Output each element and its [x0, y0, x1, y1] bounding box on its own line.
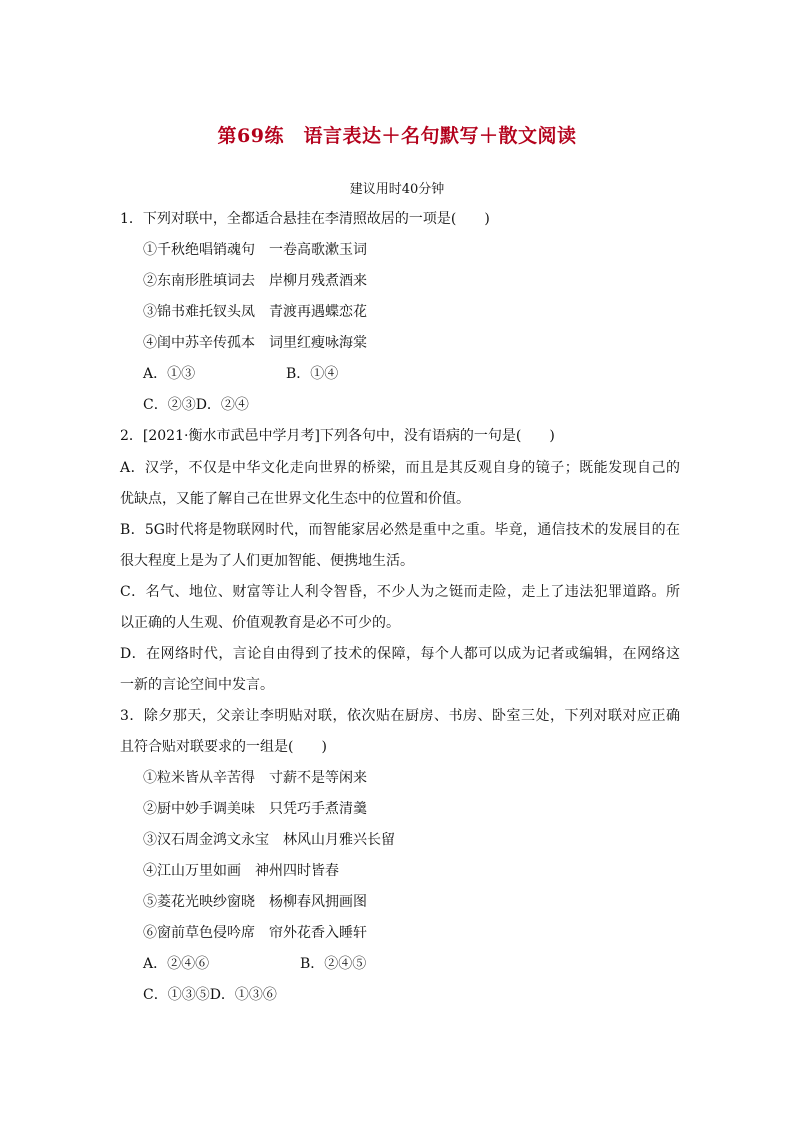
q2-stem: 2．[2021·衡水市武邑中学月考]下列各句中，没有语病的一句是( ): [120, 428, 555, 444]
q2-option-b-line2: 很大程度上是为了人们更加智能、便携地生活。: [120, 553, 414, 569]
q1-option-b: B．①④: [286, 366, 339, 382]
q2-option-a-line1: A．汉学，不仅是中华文化走向世界的桥梁，而且是其反观自身的镜子；既能发现自己的: [120, 460, 680, 476]
q1-item-4: ④闺中苏辛传孤本 词里红瘦咏海棠: [143, 335, 367, 351]
q3-item-2: ②厨中妙手调美味 只凭巧手煮清羹: [143, 801, 367, 817]
q1-option-cd: C．②③D．②④: [143, 397, 249, 413]
suggested-time: 建议用时40分钟: [349, 182, 445, 197]
q3-stem-line2: 且符合贴对联要求的一组是( ): [120, 739, 327, 755]
q3-item-6: ⑥窗前草色侵吟席 帘外花香入睡轩: [143, 925, 367, 941]
page-title: 第69练 语言表达＋名句默写＋散文阅读: [217, 125, 577, 147]
q1-item-1: ①千秋绝唱销魂句 一卷高歌漱玉词: [143, 242, 367, 258]
q2-option-a-line2: 优缺点，又能了解自己在世界文化生态中的位置和价值。: [120, 491, 470, 507]
q1-item-2: ②东南形胜填词去 岸柳月残煮酒来: [143, 273, 367, 289]
q2-option-b-line1: B．5G时代将是物联网时代，而智能家居必然是重中之重。毕竟，通信技术的发展目的在: [120, 522, 680, 538]
q1-stem: 1．下列对联中，全都适合悬挂在李清照故居的一项是( ): [120, 211, 490, 227]
q3-item-5: ⑤菱花光映纱窗晓 杨柳春风拥画图: [143, 894, 367, 910]
q2-option-c-line1: C．名气、地位、财富等让人利令智昏，不少人为之铤而走险，走上了违法犯罪道路。所: [120, 584, 680, 600]
q1-item-3: ③锦书难托钗头凤 青渡再遇蝶恋花: [143, 304, 367, 320]
q3-item-4: ④江山万里如画 神州四时皆春: [143, 863, 339, 879]
q2-option-d-line1: D．在网络时代，言论自由得到了技术的保障，每个人都可以成为记者或编辑，在网络这: [120, 646, 680, 662]
q3-item-1: ①粒米皆从辛苦得 寸薪不是等闲来: [143, 770, 367, 786]
q1-option-a: A．①③: [143, 366, 196, 382]
q3-stem-line1: 3．除夕那天，父亲让李明贴对联，依次贴在厨房、书房、卧室三处，下列对联对应正确: [120, 708, 680, 724]
q3-option-b: B．②④⑤: [300, 956, 367, 972]
q2-option-c-line2: 以正确的人生观、价值观教育是必不可少的。: [120, 615, 400, 631]
q3-item-3: ③汉石周金鸿文永宝 林风山月雅兴长留: [143, 832, 395, 848]
q3-option-cd: C．①③⑤D．①③⑥: [143, 987, 277, 1003]
q2-option-d-line2: 一新的言论空间中发言。: [120, 677, 274, 693]
q3-option-a: A．②④⑥: [143, 956, 210, 972]
